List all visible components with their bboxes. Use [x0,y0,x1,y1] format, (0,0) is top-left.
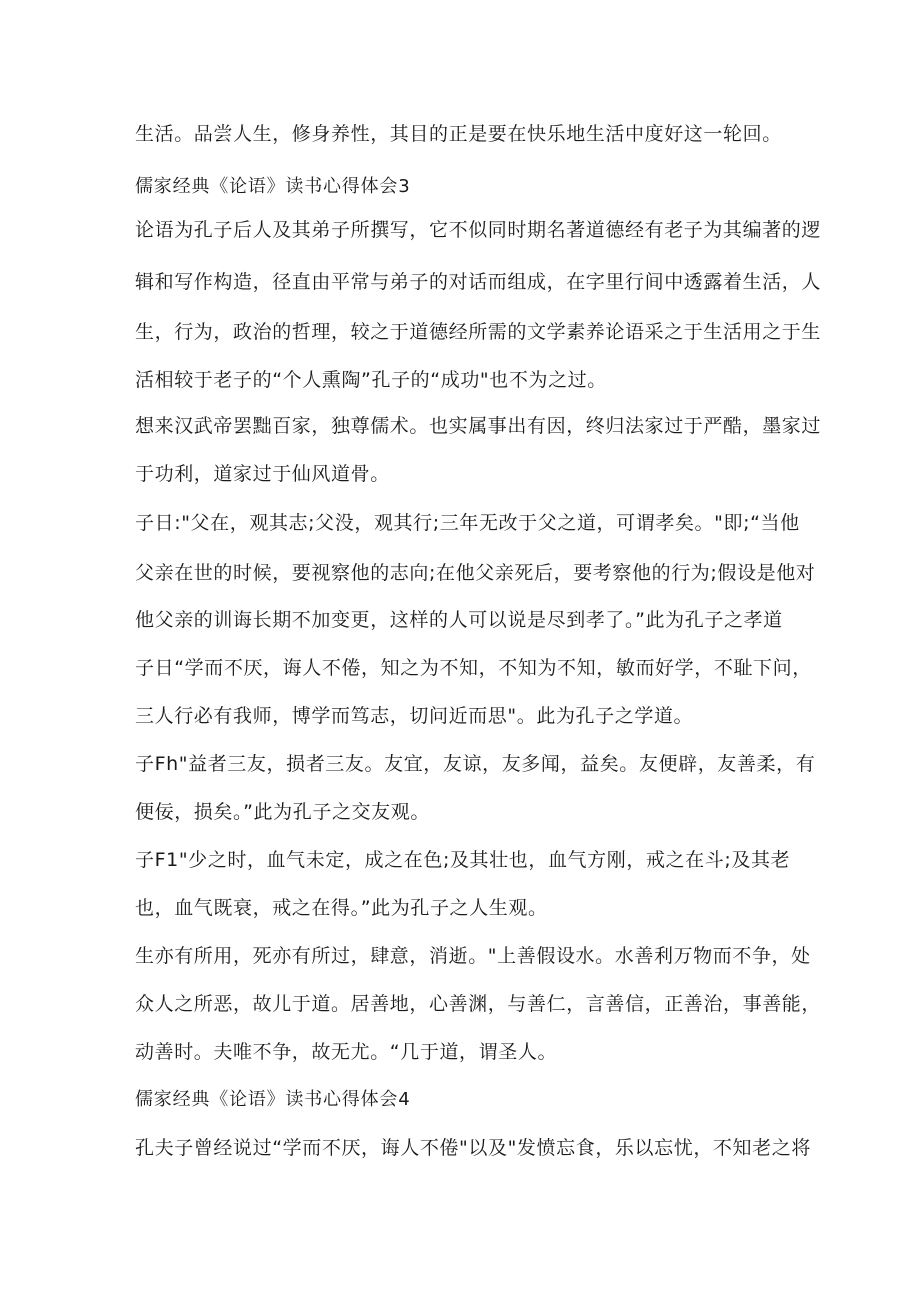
text-line: 他父亲的训诲长期不加变更，这样的人可以说是尽到孝了。”此为孔子之孝道 [135,609,783,631]
text-line: 便佞，损矣。”此为孔子之交友观。 [135,801,430,823]
text-line: 子日“学而不厌，诲人不倦，知之为不知，不知为不知，敏而好学，不耻下问， [135,657,812,679]
text-line: 生活。品尝人生，修身养性，其目的正是要在快乐地生活中度好这一轮回。 [135,123,782,145]
text-line: 众人之所恶，故儿于道。居善地，心善渊，与善仁，言善信，正善治，事善能， [135,993,822,1015]
text-line: 生，行为，政治的哲理，较之于道德经所需的文学素养论语采之于生活用之于生 [135,321,822,343]
text-line: 生亦有所用，死亦有所过，肆意，消逝。"上善假设水。水善利万物而不争，处 [135,945,811,967]
text-line: 三人行必有我师，博学而笃志，切问近而思"。此为孔子之学道。 [135,705,694,727]
text-line: 活相较于老子的“个人熏陶”孔子的“成功"也不为之过。 [135,369,607,391]
text-line: 子Fh"益者三友，损者三友。友宜，友谅，友多闻，益矣。友便辟，友善柔，有 [135,753,816,775]
text-line: 于功利，道家过于仙风道骨。 [135,463,390,485]
text-line: 论语为孔子后人及其弟子所撰写，它不似同时期名著道德经有老子为其编著的逻 [135,219,822,241]
section-heading: 儒家经典《论语》读书心得体会4 [135,1089,411,1110]
text-line: 动善时。夫唯不争，故无尤。“几于道，谓圣人。 [135,1041,558,1063]
text-line: 孔夫子曾经说过“学而不厌，诲人不倦"以及"发愤忘食，乐以忘忧，不知老之将 [135,1137,811,1159]
text-line: 也，血气既衰，戒之在得。”此为孔子之人生观。 [135,897,548,919]
text-line: 子F1"少之时，血气未定，成之在色;及其壮也，血气方刚，戒之在斗;及其老 [135,849,791,871]
section-heading: 儒家经典《论语》读书心得体会3 [135,176,411,197]
text-line: 想来汉武帝罢黜百家，独尊儒术。也实属事出有因，终归法家过于严酷，墨家过 [135,415,822,437]
text-line: 辑和写作构造，径直由平常与弟子的对话而组成，在字里行间中透露着生活，人 [135,271,822,293]
text-line: 子日:"父在，观其志;父没，观其行;三年无改于父之道，可谓孝矣。"即;“当他 [135,512,800,534]
text-line: 父亲在世的时候，要视察他的志向;在他父亲死后，要考察他的行为;假设是他对 [135,562,816,584]
